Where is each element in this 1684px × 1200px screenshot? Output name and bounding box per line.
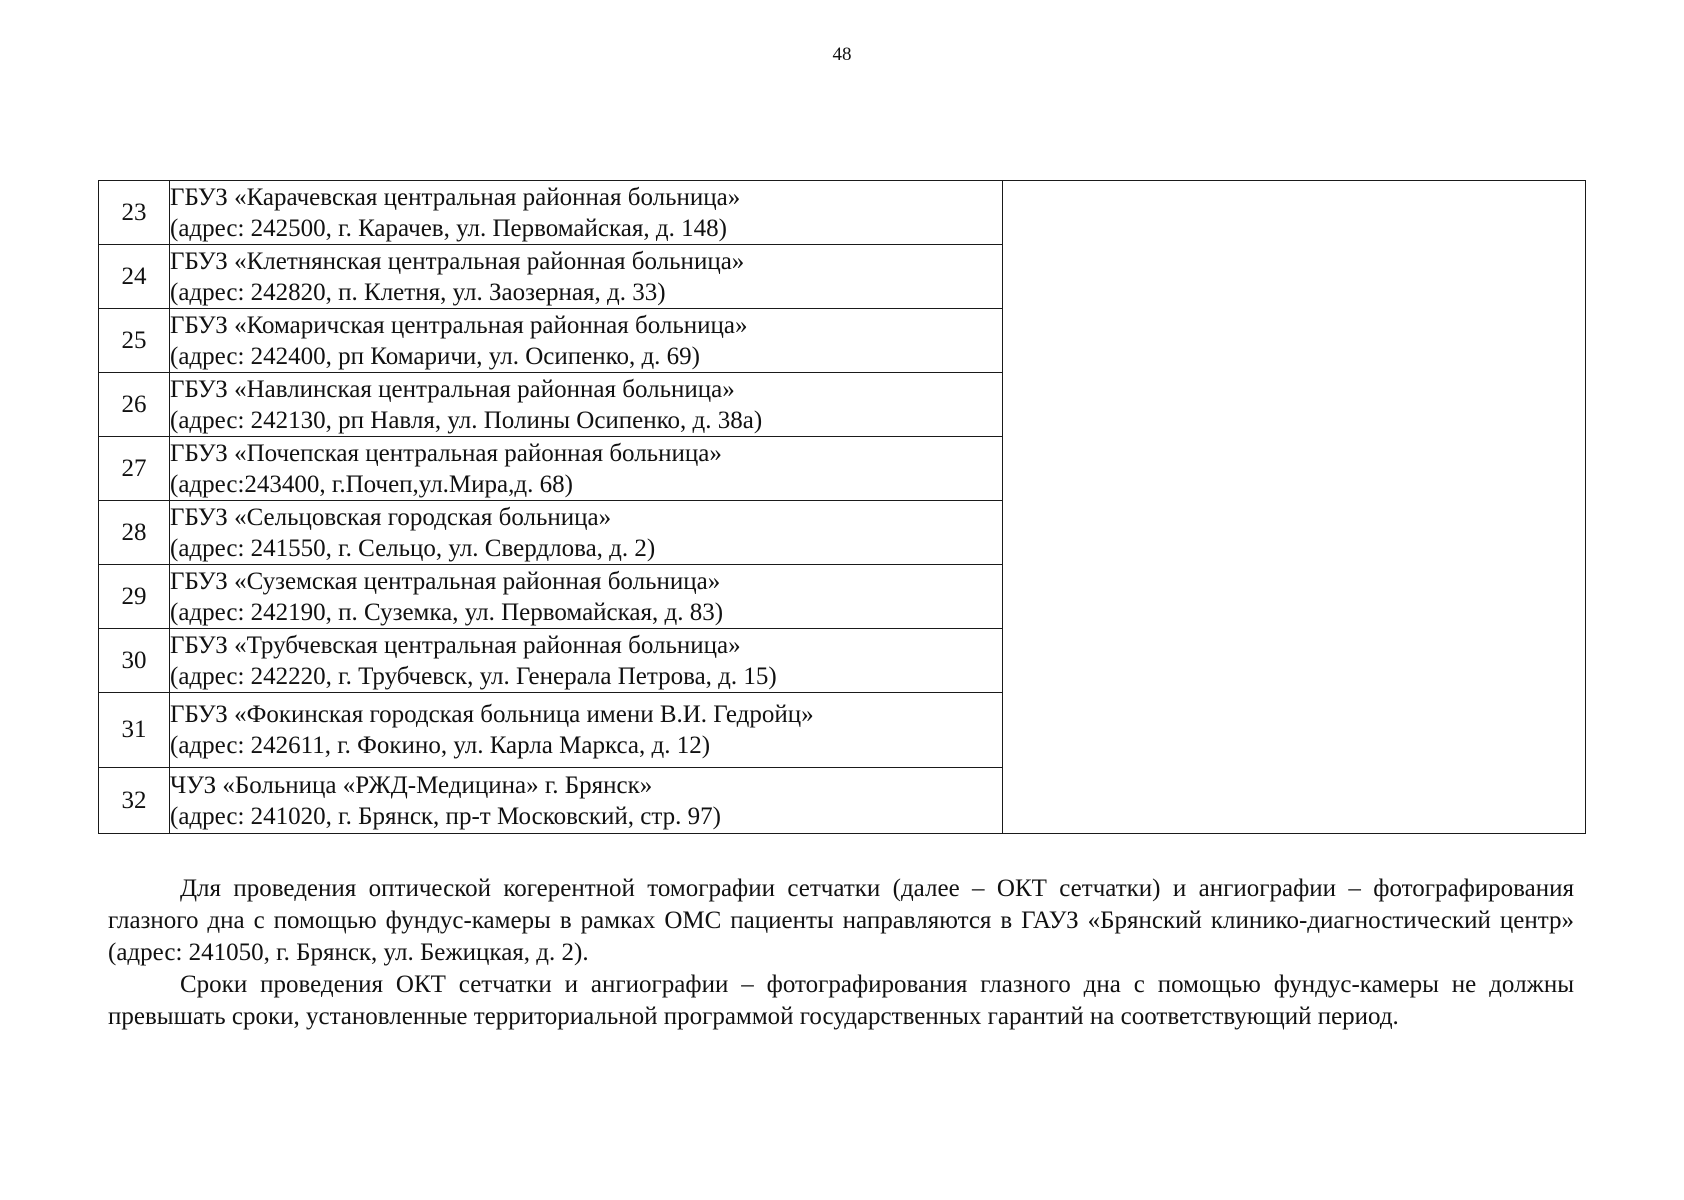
body-text (108, 873, 1574, 1033)
hospital-name: ГБУЗ «Почепская центральная районная больница» (170, 439, 722, 467)
row-number: 23 (99, 181, 170, 245)
hospital-cell (170, 768, 1003, 834)
hospital-cell (170, 693, 1003, 768)
hospital-name: ЧУЗ «Больница «РЖД-Медицина» г. Брянск» (170, 771, 653, 799)
hospital-name: ГБУЗ «Карачевская центральная районная больница» (170, 183, 741, 211)
hospital-address: (адрес: 241020, г. Брянск, пр-т Московский, стр. 97) (170, 802, 721, 830)
hospital-name: ГБУЗ «Навлинская центральная районная больница» (170, 375, 735, 403)
hospital-address: (адрес: 242820, п. Клетня, ул. Заозерная, д. 33) (170, 278, 666, 306)
hospital-name: ГБУЗ «Суземская центральная районная больница» (170, 567, 721, 595)
row-number: 24 (99, 245, 170, 309)
paragraph-oct-deadlines: Сроки проведения ОКТ сетчатки и ангиографии – фотографирования глазного дна с помощью фундус-камеры не должны превышать сроки, установленные территориальной программой государственных гарантий на соответствующий период. (108, 971, 1574, 1030)
row-number: 27 (99, 437, 170, 501)
page-number: 48 (832, 44, 852, 65)
empty-column-cell (1003, 181, 1586, 834)
row-number: 30 (99, 629, 170, 693)
hospital-name: ГБУЗ «Сельцовская городская больница» (170, 503, 612, 531)
hospital-cell (170, 181, 1003, 245)
hospital-address: (адрес:243400, г.Почеп,ул.Мира,д. 68) (170, 470, 573, 498)
hospital-address: (адрес: 242400, рп Комаричи, ул. Осипенко, д. 69) (170, 342, 700, 370)
hospital-cell (170, 437, 1003, 501)
hospital-cell (170, 629, 1003, 693)
hospital-cell (170, 501, 1003, 565)
hospital-cell (170, 373, 1003, 437)
row-number: 29 (99, 565, 170, 629)
row-number: 28 (99, 501, 170, 565)
hospital-name: ГБУЗ «Трубчевская центральная районная больница» (170, 631, 741, 659)
hospital-address: (адрес: 242500, г. Карачев, ул. Первомайская, д. 148) (170, 214, 727, 242)
hospital-name: ГБУЗ «Клетнянская центральная районная больница» (170, 247, 745, 275)
hospital-address: (адрес: 242130, рп Навля, ул. Полины Осипенко, д. 38а) (170, 406, 763, 434)
hospital-address: (адрес: 242190, п. Суземка, ул. Первомайская, д. 83) (170, 598, 724, 626)
row-number: 26 (99, 373, 170, 437)
hospital-cell (170, 565, 1003, 629)
hospital-address: (адрес: 242220, г. Трубчевск, ул. Генерала Петрова, д. 15) (170, 662, 777, 690)
hospital-cell (170, 309, 1003, 373)
hospitals-table (98, 180, 1586, 834)
hospital-cell (170, 245, 1003, 309)
hospital-address: (адрес: 241550, г. Сельцо, ул. Свердлова, д. 2) (170, 534, 656, 562)
hospital-name: ГБУЗ «Комаричская центральная районная больница» (170, 311, 748, 339)
row-number: 32 (99, 768, 170, 834)
row-number: 25 (99, 309, 170, 373)
paragraph-oct-referral: Для проведения оптической когерентной томографии сетчатки (далее – ОКТ сетчатки) и ангиографии – фотографирования глазного дна с помощью фундус-камеры в рамках ОМС пациенты направляются в ГАУЗ «Брянский клинико-диагностический центр» (адрес: 241050, г. Брянск, ул. Бежицкая, д. 2). (108, 875, 1574, 966)
hospital-name: ГБУЗ «Фокинская городская больница имени В.И. Гедройц» (170, 701, 814, 728)
table-row (99, 181, 1586, 245)
hospital-address: (адрес: 242611, г. Фокино, ул. Карла Маркса, д. 12) (170, 732, 711, 759)
row-number: 31 (99, 693, 170, 768)
